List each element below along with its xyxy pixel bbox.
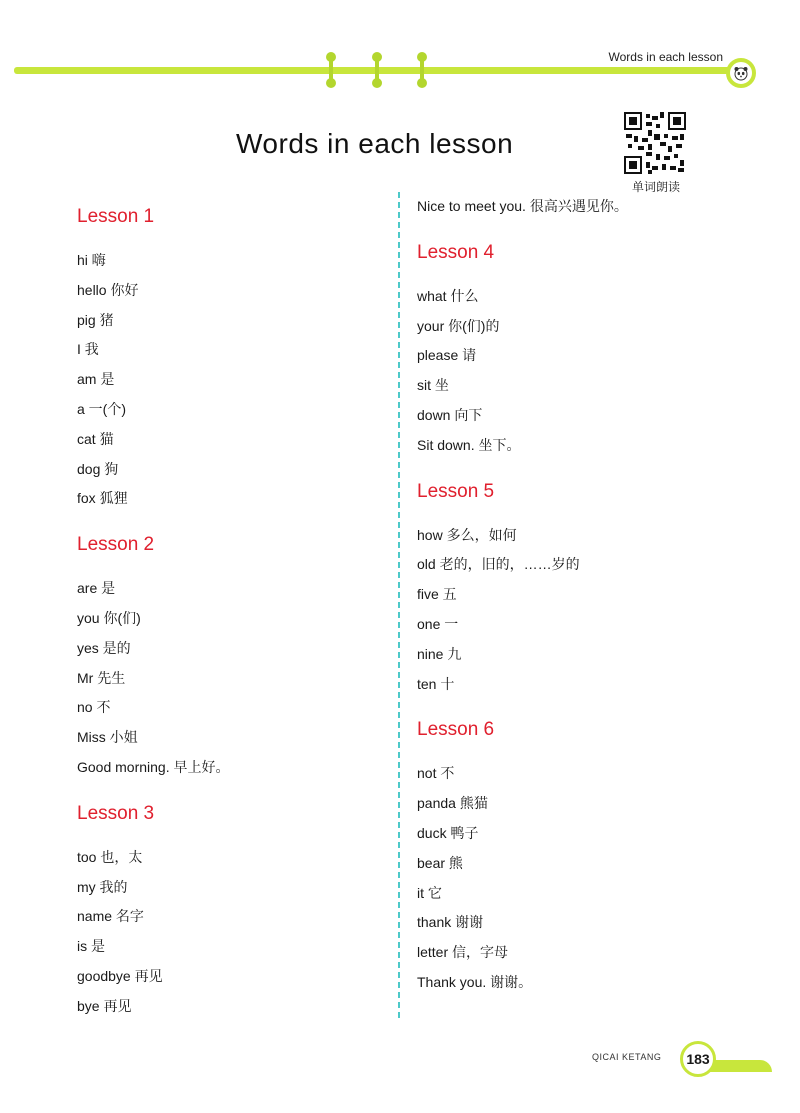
- list-item: am 是: [77, 371, 115, 388]
- lesson-title: Lesson 6: [417, 719, 495, 741]
- list-item: what 什么: [417, 287, 479, 304]
- list-item: your 你(们)的: [417, 317, 500, 334]
- list-item: bear 熊: [417, 854, 463, 871]
- list-item: ten 十: [417, 675, 455, 692]
- lesson-title: Lesson 3: [77, 802, 155, 824]
- list-item: my 我的: [77, 878, 128, 895]
- running-header: Words in each lesson: [608, 50, 723, 64]
- list-item: old 老的，旧的，……岁的: [417, 556, 580, 573]
- list-item: dog 狗: [77, 460, 119, 477]
- list-item: not 不: [417, 765, 455, 782]
- list-item: Thank you. 谢谢。: [417, 973, 533, 990]
- list-item: panda 熊猫: [417, 795, 488, 812]
- list-item: cat 猫: [77, 430, 114, 447]
- list-item: Miss 小姐: [77, 729, 138, 746]
- list-item: are 是: [77, 580, 116, 597]
- list-item: hello 你好: [77, 281, 139, 298]
- lesson-title: Lesson 2: [77, 534, 155, 556]
- page-title: Words in each lesson: [236, 128, 514, 159]
- list-item: please 请: [417, 347, 477, 364]
- list-item: sit 坐: [417, 377, 449, 394]
- list-item: name 名字: [77, 908, 144, 925]
- list-item: pig 猪: [77, 311, 114, 328]
- list-item: Nice to meet you. 很高兴遇见你。: [417, 198, 628, 214]
- list-item: is 是: [77, 938, 105, 955]
- lesson-title: Lesson 5: [417, 480, 495, 502]
- footer-brand: QICAI KETANG: [592, 1052, 662, 1062]
- list-item: goodbye 再见: [77, 967, 163, 984]
- list-item: five 五: [417, 586, 457, 603]
- binder-ring: [374, 52, 380, 88]
- list-item: letter 信，字母: [417, 944, 509, 961]
- list-item: a 一(个): [77, 400, 126, 417]
- list-item: one 一: [417, 615, 459, 632]
- list-item: Sit down. 坐下。: [417, 436, 521, 453]
- list-item: Mr 先生: [77, 669, 126, 686]
- list-item: hi 嗨: [77, 252, 106, 268]
- column-divider: [398, 192, 400, 1018]
- qr-caption: 单词朗读: [631, 180, 680, 194]
- list-item: too 也，太: [77, 848, 143, 865]
- right-column: [417, 192, 628, 998]
- lesson-title: Lesson 1: [77, 206, 155, 227]
- list-item: down 向下: [417, 406, 483, 423]
- binder-ring: [419, 52, 425, 88]
- list-item: thank 谢谢: [417, 914, 484, 931]
- qr-code-icon[interactable]: [624, 112, 686, 174]
- list-item: I 我: [77, 341, 99, 358]
- list-item: it 它: [417, 884, 442, 901]
- list-item: duck 鸭子: [417, 824, 479, 841]
- list-item: you 你(们): [77, 609, 141, 626]
- list-item: fox 狐狸: [77, 490, 128, 507]
- binder-ring: [328, 52, 334, 88]
- list-item: nine 九: [417, 645, 462, 662]
- left-column: [77, 202, 230, 1022]
- page-number: 183: [680, 1041, 716, 1077]
- list-item: yes 是的: [77, 639, 131, 656]
- lesson-title: Lesson 4: [417, 241, 495, 263]
- list-item: Good morning. 早上好。: [77, 758, 230, 775]
- list-item: how 多么，如何: [417, 526, 517, 543]
- panda-icon: [726, 58, 756, 88]
- list-item: bye 再见: [77, 997, 132, 1014]
- list-item: no 不: [77, 699, 111, 716]
